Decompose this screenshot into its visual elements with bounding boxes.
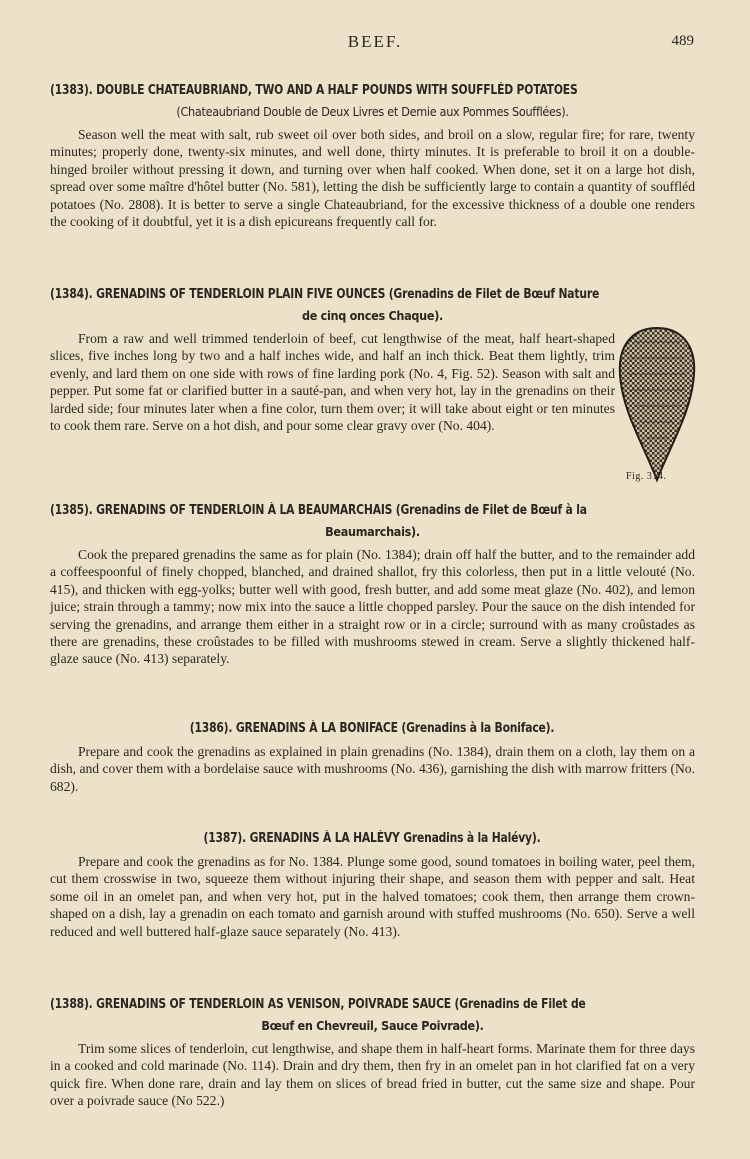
recipe-heading: (1383). DOUBLE CHATEAUBRIAND, TWO AND A HALF POUNDS WITH SOUFFLÉD POTATOES — [50, 83, 578, 98]
recipe-heading: (1388). GRENADINS OF TENDERLOIN AS VENISON, POIVRADE SAUCE (Grenadins de Filet de — [50, 997, 586, 1012]
recipe-body: Prepare and cook the grenadins as for No. 1384. Plunge some good, sound tomatoes in boiling water, peel them, cut them crosswise in two, squeeze them without injuring their shape, and season them with pepper and salt. Heat some oil in an omelet pan, and when very hot, put in the halved tomatoes; cook them, then arrange them crown-shaped on a dish, lay a grenadin on each tomato and garnish around with stuffed mushrooms (No. 650). Serve a well reduced and well buttered half-glaze sauce separately (No. 413). — [50, 854, 695, 939]
recipe-1386 — [50, 718, 695, 795]
recipe-1388 — [50, 994, 695, 1110]
figure-caption: Fig. 314. — [626, 471, 667, 482]
recipe-heading: (1386). GRENADINS À LA BONIFACE (Grenadins à la Boniface). — [189, 721, 555, 736]
recipe-heading: (1384). GRENADINS OF TENDERLOIN PLAIN FIVE OUNCES (Grenadins de Filet de Bœuf Nature — [50, 287, 600, 302]
page-number: 489 — [671, 33, 694, 49]
recipe-body: Season well the meat with salt, rub sweet oil over both sides, and broil on a slow, regular fire; for rare, twenty minutes; properly done, twenty-six minutes, and well done, thirty minutes. It is preferable to broil it on a double-hinged broiler without pressing it down, and turning over when half cooked. When done, set it on a large hot dish, spread over some maître d'hôtel butter (No. 581), letting the dish be sufficiently large to contain a quantity of souffléd potatoes (No. 2808). It is better to serve a single Chateaubriand, for the excessive thickness of a double one renders the cooking of it doubtful, yet it is a dish epicureans frequently call for. — [50, 127, 695, 230]
larded-grenadin-illustration — [612, 322, 702, 487]
recipe-1385 — [50, 500, 695, 668]
recipe-body: Cook the prepared grenadins the same as for plain (No. 1384); drain off half the butter, and to the remainder add a coffeespoonful of finely chopped, blanched, and drained shallot, fry this colorless, then put in a little velouté (No. 415), and thicken with egg-yolks; butter well with good, fresh butter, and add some meat glaze (No. 402), and lemon juice; strain through a tammy; now mix into the sauce a little chopped parsley. Pour the sauce on the dish intended for serving the grenadins, and arrange them either in a straight row or in a circle; surround with as many croûstades as there are grenadins, these croûstades to be filled with mushrooms stewed in cream. Serve a slightly thickened half-glaze sauce (No. 413) separately. — [50, 547, 695, 667]
recipe-heading: (1385). GRENADINS OF TENDERLOIN À LA BEAUMARCHAIS (Grenadins de Filet de Bœuf à la — [50, 503, 587, 518]
recipe-subheading: Bœuf en Chevreuil, Sauce Poivrade). — [261, 1018, 484, 1033]
recipe-heading: (1387). GRENADINS À LA HALÉVY Grenadins à la Halévy). — [203, 831, 541, 846]
running-head — [0, 32, 750, 56]
recipe-body: From a raw and well trimmed tenderloin of beef, cut lengthwise of the meat, half heart-shaped slices, five inches long by two and a half inches wide, and half an inch thick. Beat them lightly, trim evenly, and lard them on one side with rows of fine larding pork (No. 4, Fig. 52). Season with salt and pepper. Put some fat or clarified butter in a sauté-pan, and when very hot, lay in the grenadins on their larded side; four minutes later when a fine color, turn them over; it will take about eight or ten minutes to cook them rare. Serve on a hot dish, and pour some clear gravy over (No. 404). — [50, 331, 615, 434]
running-title: BEEF. — [347, 32, 403, 51]
recipe-body: Trim some slices of tenderloin, cut lengthwise, and shape them in half-heart forms. Marinate them for three days in a cooked and cold marinade (No. 114). Drain and dry them, then fry in an omelet pan in hot clarified fat on a very quick fire. When done rare, drain and lay them on slices of bread fried in butter, cut the same size and shape. Pour over a poivrade sauce (No 522.) — [50, 1041, 695, 1109]
recipe-subheading: (Chateaubriand Double de Deux Livres et Demie aux Pommes Soufflées). — [176, 104, 569, 119]
recipe-subheading: de cinq onces Chaque). — [301, 308, 444, 323]
recipe-1384 — [50, 284, 695, 434]
recipe-1387 — [50, 828, 695, 940]
recipe-1383 — [50, 80, 695, 230]
recipe-body: Prepare and cook the grenadins as explained in plain grenadins (No. 1384), drain them on a cloth, lay them on a dish, and cover them with a bordelaise sauce with mushrooms (No. 436), garnishing the dish with marrow fritters (No. 682). — [50, 744, 695, 794]
recipe-subheading: Beaumarchais). — [325, 524, 420, 539]
